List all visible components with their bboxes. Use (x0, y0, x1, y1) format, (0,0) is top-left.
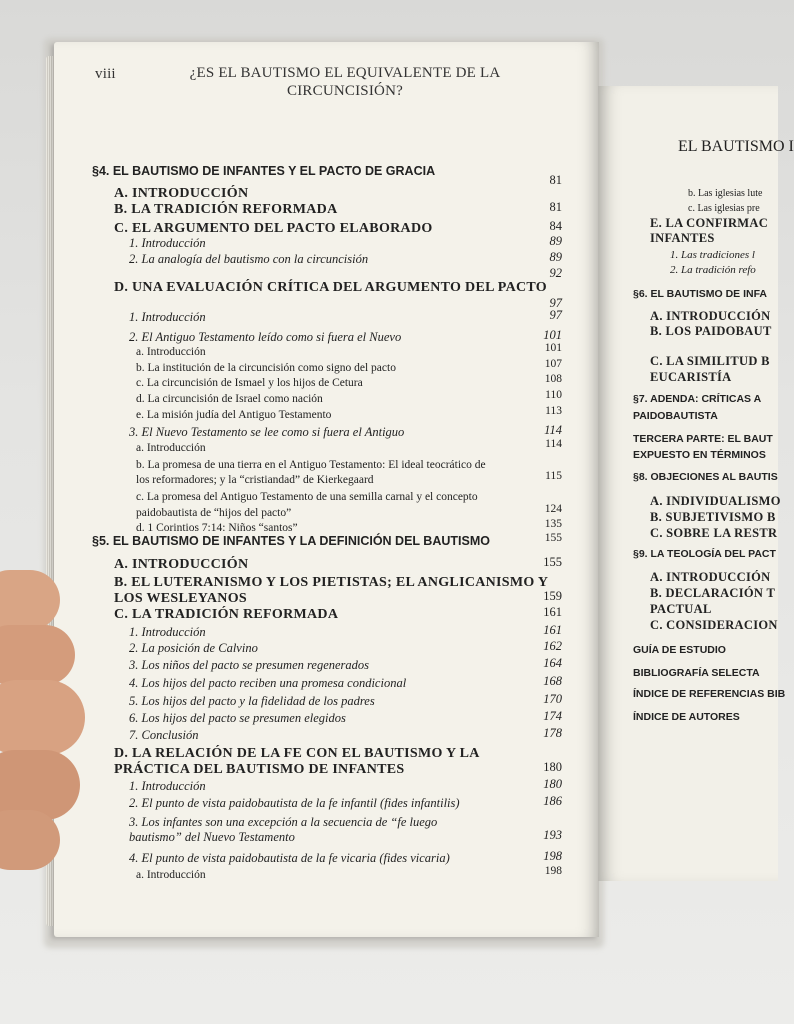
toc-entry-title: B. LA TRADICIÓN REFORMADA (114, 202, 338, 217)
toc-entry (129, 709, 562, 727)
right-toc-entry: B. DECLARACIÓN T (650, 586, 776, 600)
right-toc-entry: §7. ADENDA: CRÍTICAS A (633, 393, 762, 405)
toc-entry (129, 656, 562, 674)
toc-page-number: 101 (544, 342, 562, 354)
toc-entry (114, 555, 562, 573)
right-toc-entry: 2. La tradición refo (670, 264, 756, 276)
toc-entry (129, 692, 562, 710)
toc-page-number: 164 (543, 656, 562, 670)
toc-entry-title: D. LA RELACIÓN DE LA FE CON EL BAUTISMO Y LA (114, 746, 480, 761)
toc-entry-title: 4. Los hijos del pacto reciben una promesa condicional (129, 676, 407, 690)
toc-page-number: 193 (543, 828, 562, 842)
toc-entry-title: 1. Introducción (129, 236, 206, 250)
toc-entry-title: d. La circuncisión de Israel como nación (136, 393, 323, 405)
toc-page-number: 84 (549, 219, 562, 233)
toc-entry-title: b. La promesa de una tierra en el Antiguo Testamento: El ideal teocrático de (136, 459, 486, 471)
toc-entry-title: paidobautista de “hijos del pacto” (136, 507, 292, 519)
right-toc-entry: §6. EL BAUTISMO DE INFA (633, 288, 767, 300)
toc-entry-title: 4. El punto de vista paidobautista de la fe vicaria (fides vicaria) (129, 851, 450, 865)
toc-entry-title: 1. Introducción (129, 310, 206, 324)
toc-entry-title: e. La misión judía del Antiguo Testamento (136, 409, 332, 421)
toc-entry (129, 794, 562, 812)
toc-entry-title: C. LA TRADICIÓN REFORMADA (114, 607, 339, 622)
right-toc-entry: A. INDIVIDUALISMO (650, 494, 781, 508)
right-toc-entry: A. INTRODUCCIÓN (650, 309, 771, 323)
toc-entry-title: 2. La analogía del bautismo con la circuncisión (129, 252, 369, 266)
toc-entry (114, 605, 562, 623)
hand (0, 570, 110, 870)
toc-entry-title: 2. La posición de Calvino (129, 641, 258, 655)
toc-entry-title: 5. Los hijos del pacto y la fidelidad de los padres (129, 694, 375, 708)
toc-entry-title: 6. Los hijos del pacto se presumen elegidos (129, 711, 346, 725)
toc-page-number: 97 (549, 296, 562, 310)
right-page (598, 86, 794, 881)
right-toc-entry: PAIDOBAUTISTA (633, 410, 718, 422)
toc-page-number: 92 (549, 266, 562, 280)
right-toc-entry: B. SUBJETIVISMO B (650, 510, 776, 524)
toc-page-number: 124 (544, 503, 562, 515)
toc-page-number: 180 (543, 777, 562, 791)
toc-entry-title: 2. El punto de vista paidobautista de la fe infantil (fides infantilis) (129, 796, 460, 810)
toc-entry-title: 2. El Antiguo Testamento leído como si fuera el Nuevo (129, 330, 402, 344)
toc-entry (129, 726, 562, 744)
toc-page-number: 89 (549, 250, 562, 264)
right-toc-entry: EXPUESTO EN TÉRMINOS (633, 449, 766, 461)
toc-entry-title: c. La circuncisión de Ismael y los hijos de Cetura (136, 377, 363, 389)
running-title (165, 64, 525, 100)
toc-entry-title: B. EL LUTERANISMO Y LOS PIETISTAS; EL ANGLICANISMO Y (114, 575, 549, 590)
toc-page-number: 114 (544, 423, 562, 437)
toc-entry-title: a. Introducción (136, 442, 206, 454)
right-toc-entry: C. CONSIDERACION (650, 618, 778, 632)
right-toc-entry: c. Las iglesias pre (688, 203, 760, 214)
toc-page-number: 178 (543, 726, 562, 740)
toc-entry (129, 828, 562, 846)
toc-entry (136, 405, 562, 423)
toc-page-number: 89 (549, 234, 562, 248)
toc-page-number: 198 (543, 849, 562, 863)
right-toc-entry: GUÍA DE ESTUDIO (633, 644, 726, 656)
toc-entry-title: §5. EL BAUTISMO DE INFANTES Y LA DEFINICIÓN DEL BAUTISMO (92, 534, 490, 548)
toc-page-number: 180 (543, 760, 562, 774)
toc-page-number: 101 (543, 328, 562, 342)
right-toc-entry: E. LA CONFIRMAC (650, 216, 769, 230)
toc-entry (114, 278, 562, 296)
page-number: viii (95, 66, 116, 82)
running-title-line1: ¿ES EL BAUTISMO EL EQUIVALENTE DE LA (189, 65, 501, 81)
toc-page-number: 198 (544, 865, 562, 877)
right-toc-entry: C. SOBRE LA RESTR (650, 526, 778, 540)
toc-entry (129, 674, 562, 692)
toc-entry-title: c. La promesa del Antiguo Testamento de una semilla carnal y el concepto (136, 491, 478, 503)
toc-entry (92, 532, 562, 550)
toc-entry-title: 1. Introducción (129, 779, 206, 793)
toc-page-number: 155 (544, 532, 562, 544)
toc-page-number: 159 (543, 589, 562, 603)
toc-entry (114, 200, 562, 218)
right-toc-entry: B. LOS PAIDOBAUT (650, 324, 772, 338)
toc-entry-title: d. 1 Corintios 7:14: Niños “santos” (136, 522, 298, 534)
toc-entry-title: §4. EL BAUTISMO DE INFANTES Y EL PACTO DE GRACIA (92, 164, 436, 178)
right-toc-entry: INFANTES (650, 231, 715, 245)
toc-entry-title: b. La institución de la circuncisión como signo del pacto (136, 362, 396, 374)
toc-entry-title: 3. Los infantes son una excepción a la secuencia de “fe luego (129, 815, 438, 829)
toc-entry (129, 308, 562, 326)
toc-entry-title: a. Introducción (136, 346, 206, 358)
toc-entry-title: los reformadores; y la “cristiandad” de Kierkegaard (136, 474, 374, 486)
right-toc-entry: 1. Las tradiciones l (670, 249, 755, 261)
toc-page-number: 174 (543, 709, 562, 723)
toc-entry-title: 3. Los niños del pacto se presumen regenerados (129, 658, 370, 672)
right-toc-entry: b. Las iglesias lute (688, 188, 763, 199)
toc-page-number: 113 (545, 405, 562, 417)
toc-entry-title: A. INTRODUCCIÓN (114, 186, 249, 201)
toc-page-number: 81 (549, 173, 562, 187)
right-toc-entry: §9. LA TEOLOGÍA DEL PACT (633, 548, 776, 560)
toc-page-number: 114 (545, 438, 562, 450)
toc-page-number: 107 (544, 358, 562, 370)
toc-entry (92, 162, 562, 180)
toc-entry-title: A. INTRODUCCIÓN (114, 557, 249, 572)
toc-page-number: 108 (544, 373, 562, 385)
toc-entry-title: C. EL ARGUMENTO DEL PACTO ELABORADO (114, 221, 433, 236)
toc-page-number: 97 (549, 308, 562, 322)
right-toc-entry: A. INTRODUCCIÓN (650, 570, 771, 584)
toc-page-number: 81 (549, 200, 562, 214)
right-running-title: EL BAUTISMO I (678, 138, 794, 155)
toc-entry-title: 7. Conclusión (129, 728, 199, 742)
toc-entry (136, 865, 562, 883)
toc-page-number: 186 (543, 794, 562, 808)
toc-entry-title: bautismo” del Nuevo Testamento (129, 830, 295, 844)
toc-entry (136, 438, 562, 456)
toc-page-number: 161 (543, 623, 562, 637)
toc-entry (114, 760, 562, 778)
toc-entry (136, 470, 562, 488)
toc-entry-title: a. Introducción (136, 869, 206, 881)
toc-entry-title: D. UNA EVALUACIÓN CRÍTICA DEL ARGUMENTO DEL PACTO (114, 280, 547, 295)
right-toc-entry: C. LA SIMILITUD B (650, 354, 770, 368)
toc-page-number: 155 (543, 555, 562, 569)
running-title-line2: CIRCUNCISIÓN? (287, 83, 403, 99)
toc-page-number: 168 (543, 674, 562, 688)
toc-page-number: 170 (543, 692, 562, 706)
right-toc-entry: §8. OBJECIONES AL BAUTIS (633, 471, 778, 483)
right-toc-entry: EUCARISTÍA (650, 370, 732, 384)
right-toc-entry: PACTUAL (650, 602, 712, 616)
toc-page-number: 110 (545, 389, 562, 401)
right-toc-entry: BIBLIOGRAFÍA SELECTA (633, 667, 760, 679)
toc-entry (129, 777, 562, 795)
right-toc-entry: ÍNDICE DE AUTORES (633, 711, 740, 723)
toc-entry-title: 3. El Nuevo Testamento se lee como si fuera el Antiguo (129, 425, 405, 439)
toc-entry-title: 1. Introducción (129, 625, 206, 639)
toc-page-number: 115 (545, 470, 562, 482)
toc-page-number: 161 (543, 605, 562, 619)
toc-entry-title: LOS WESLEYANOS (114, 591, 247, 606)
toc-page-number: 162 (543, 639, 562, 653)
right-toc-entry: ÍNDICE DE REFERENCIAS BIB (633, 688, 786, 700)
right-toc-entry: TERCERA PARTE: EL BAUT (633, 433, 773, 445)
toc-entry (129, 250, 562, 268)
toc-entry-title: PRÁCTICA DEL BAUTISMO DE INFANTES (114, 762, 405, 777)
toc-page-number: 135 (544, 518, 562, 530)
toc-entry (129, 639, 562, 657)
